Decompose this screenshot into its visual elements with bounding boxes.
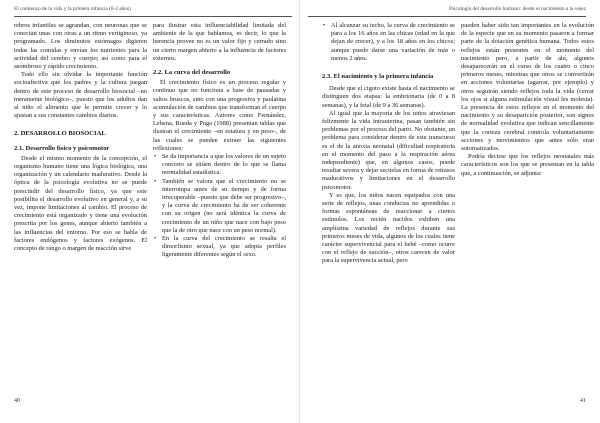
bullet-icon: • <box>154 177 157 185</box>
paragraph: rebros infantiles se agrandan, con neuronas que se conectan unas con otras a un ritmo vertiginoso, ya programado. Los diminutos estómagos digieren todas las comidas y envían los nutrientes para la actividad del cerebro y cuerpo; así como para el asombroso y rápido crecimiento. <box>14 22 147 71</box>
bullet-icon: • <box>154 153 157 161</box>
running-header-left: El comienzo de la vida y la primera infancia (0-2 años) <box>14 6 131 12</box>
bullet-list <box>153 153 286 260</box>
right-column-1 <box>322 22 455 396</box>
section-heading: 2. DESARROLLO BIOSOCIAL <box>14 130 106 138</box>
header-rule-left <box>14 16 292 17</box>
paragraph: Podría decirse que los reflejos neonatales más característicos son los que se presentan en la tabla que, a continuación, se adjunta: <box>461 153 594 177</box>
header-rule-right <box>308 16 586 17</box>
running-header-right: Psicología del desarrollo humano: desde el nacimiento a la vejez <box>449 6 586 12</box>
page-number-right: 41 <box>580 398 586 404</box>
paragraph: Desde que el cigoto existe hasta el nacimiento se distinguen dos etapas: la embrionaria (de 0 a 8 semanas), y la fetal (de 9 a 36 semanas). <box>322 85 455 109</box>
paragraph: Desde el mismo momento de la concepción, el organismo humano tiene una lógica biológica, una organización y un calendario madurativo. Desde la óptica de la psicología evolutiva no se puede prescindir del desarrollo físico, ya que este posibilita el desarrollo evolutivo en general y, a su vez, impone limitaciones al cambio. El proceso de crecimiento está organizado y tiene una evolución prescrita por los genes, aunque abierto también a las influencias del entorno. Por eso se habla de factores endógenos y factores exógenos. El concepto de rango o margen de reacción sirve <box>14 154 147 253</box>
left-column-2 <box>153 22 286 396</box>
paragraph: Y es que, los niños nacen equipados con una serie de reflejos, unas conductas no aprendidas o formas espontáneas de reaccionar a ciertos estímulos. Los recién nacidos exhiben una amplísima variedad de reflejos durante sus primeros meses de vida, algunos de los cuales tiene carácter supervivencial para el bebé –como ocurre con el reflejo de succión–, otros carecen de valor para la supervivencia actual, pero <box>322 191 455 265</box>
bullet-icon: • <box>154 235 157 243</box>
list-item: • Al alcanzar su techo, la curva de crecimiento se para a los 16 años en las chicas (edad en la que dejan de crecer), y a los 18 años en los chicos; aunque puede darse una variación de más o menos 2 años. <box>323 22 455 62</box>
paragraph: pueden haber sido tan importantes en la evolución de la especie que en su momento pasaron a formar parte de la dotación genética humana. Todos estos reflejos están presentes en el momento del nacimiento pero, a partir de ahí, algunos desaparecerán en el curso de los cuatro o cinco primeros meses, mientras que otros se convertirán en acciones voluntarias (agarrar, por ejemplo) y otros seguirán siendo reflejos toda la vida (cerrar los ojos si alguna estimulación visual les molesta). La presencia de estos reflejos en el momento del nacimiento y su desaparición posterior, son signos de normalidad evolutiva que indican sencillamente que la corteza cerebral controla voluntariamente acciones y movimientos que antes sólo eran automatizados. <box>461 22 594 153</box>
right-page <box>300 0 600 423</box>
bullet-icon: • <box>323 22 326 29</box>
paragraph: Al igual que la mayoría de los niños atraviesan felizmente la vida intrauterina, pasan también sin problemas por el proceso del parto. No obstante, un problema para considerar dentro de este transcurso es el de la anoxia neonatal (dificultad respiratoria en el momento del paso a la respiración aérea independiente) que, en algunos casos, puede resultar severa y dejar secuelas en forma de retrasos madurativos y limitaciones en el desarrollo psicomotor. <box>322 109 455 191</box>
subsection-heading: 2.1. Desarrollo físico y psicomotor <box>14 144 110 152</box>
list-item: • También se valora que el crecimiento no se interrumpa antes de su tiempo y de forma irrecuperable –puesto que debe ser progresivo–, y la curva de crecimiento ha de ser coherente con su origen (no será idéntica la curva de crecimiento de un niño que nace con bajo peso que la de otro que nace con un peso normal). <box>154 177 286 234</box>
subsection-heading: 2.2. La curva del desarrollo <box>153 69 231 77</box>
bullet-list <box>322 22 455 63</box>
list-item: • Se da importancia a que los valores de un sujeto concreto se sitúen dentro de lo que se llama normalidad estadística. <box>154 153 286 177</box>
subsection-heading: 2.3. El nacimiento y la primera infancia <box>322 73 434 81</box>
paragraph: Todo ello sin olvidar la importante función socioafectiva que los padres y la cultura juegan dentro de este proceso de desarrollo biosocial –no meramente biológico–, puesto que los adultos dan al niño el alimento que le permite crecer y lo ajustan a sus constantes cambios diarios. <box>14 71 147 120</box>
paragraph: El crecimiento físico es un proceso regular y continuo que no funciona a base de pausadas y saltos bruscos, sino con una progresiva y paulatina acumulación de cambios que transforman el cuerpo y sus características. Autores como Fernández, Lebena, Rueda y Puga (1988) presentan tablas que ilustran el crecimiento –en estatura y en peso–, de las cuales se pueden extraer las siguientes reflexiones: <box>153 79 286 152</box>
left-column-1 <box>14 22 147 396</box>
paragraph: para ilustrar esta influenciabilidad limitada del ambiente de la que hablamos, es decir, lo que la herencia provee no es un valor fijo y cerrado sino un cierto margen abierto a la influencia de factores externos. <box>153 22 286 62</box>
page-number-left: 40 <box>14 398 20 404</box>
list-item: • En la curva del crecimiento se resalta el dimorfismo sexual, ya que adopta perfiles ligeramente diferentes según el sexo. <box>154 235 286 259</box>
right-column-2 <box>461 22 594 396</box>
